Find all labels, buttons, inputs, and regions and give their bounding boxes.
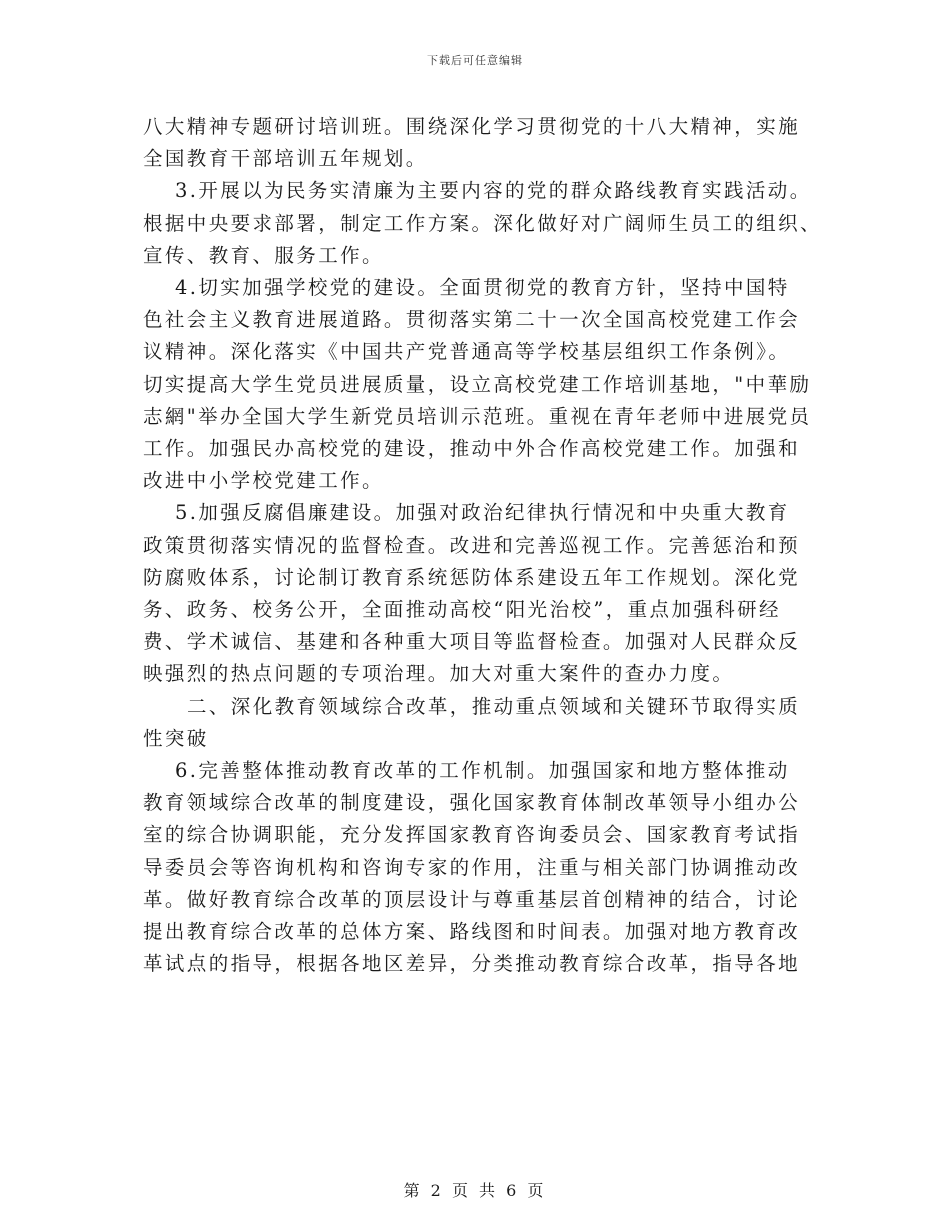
section-heading-line: 二、深化教育领域综合改革，推动重点领域和关键环节取得实质 xyxy=(187,694,801,718)
text-line: 费、学术诚信、基建和各种重大项目等监督检查。加强对人民群众反 xyxy=(143,630,801,654)
section-heading-line: 性突破 xyxy=(143,726,209,750)
text-line: 务、政务、校务公开，全面推动高校“阳光治校”，重点加强科研经 xyxy=(143,598,781,622)
text-line: 映强烈的热点问题的专项治理。加大对重大案件的查办力度。 xyxy=(143,662,735,686)
page-header: 下载后可任意编辑 xyxy=(427,54,523,67)
text-line: 根据中央要求部署，制定工作方案。深化做好对广阔师生员工的组织、 xyxy=(143,211,822,235)
text-line: 色社会主义教育进展道路。贯彻落实第二十一次全国高校党建工作会 xyxy=(143,308,801,332)
text-line: 议精神。深化落实《中国共产党普通高等学校基层组织工作条例》。 xyxy=(143,340,791,364)
text-line: 革试点的指导，根据各地区差异，分类推动教育综合改革，指导各地 xyxy=(143,952,801,976)
text-line: 教育领域综合改革的制度建设，强化国家教育体制改革领导小组办公 xyxy=(143,791,801,815)
text-line: 提出教育综合改革的总体方案、路线图和时间表。加强对地方教育改 xyxy=(143,920,801,944)
paragraph-start-line: 6.完善整体推动教育改革的工作机制。加强国家和地方整体推动 xyxy=(175,759,790,783)
body-text xyxy=(143,111,822,980)
text-line: 切实提高大学生党员进展质量，设立高校党建工作培训基地，"中華励 xyxy=(143,372,812,396)
text-line: 全国教育干部培训五年规划。 xyxy=(143,147,428,171)
text-line: 工作。加强民办高校党的建设，推动中外合作高校党建工作。加强和 xyxy=(143,437,801,461)
text-line: 革。做好教育综合改革的顶层设计与尊重基层首创精神的结合，讨论 xyxy=(143,887,801,911)
paragraph-start-line: 3.开展以为民务实清廉为主要内容的党的群众路线教育实践活动。 xyxy=(175,179,812,203)
text-line: 宣传、教育、服务工作。 xyxy=(143,243,384,267)
text-line: 八大精神专题研讨培训班。围绕深化学习贯彻党的十八大精神，实施 xyxy=(143,115,801,138)
paragraph-start-line: 4.切实加强学校党的建设。全面贯彻党的教育方针，坚持中国特 xyxy=(175,276,790,300)
text-line: 导委员会等咨询机构和咨询专家的作用，注重与相关部门协调推动改 xyxy=(143,855,801,879)
text-line: 防腐败体系，讨论制订教育系统惩防体系建设五年工作规划。深化党 xyxy=(143,565,801,589)
text-line: 志網"举办全国大学生新党员培训示范班。重视在青年老师中进展党员 xyxy=(143,404,812,428)
text-line: 室的综合协调职能，充分发挥国家教育咨询委员会、国家教育考试指 xyxy=(143,823,801,847)
page-footer: 第 2 页 共 6 页 xyxy=(403,1181,547,1200)
text-line: 政策贯彻落实情况的监督检查。改进和完善巡视工作。完善惩治和预 xyxy=(143,533,801,557)
paragraph-start-line: 5.加强反腐倡廉建设。加强对政治纪律执行情况和中央重大教育 xyxy=(175,501,790,525)
text-line: 改进中小学校党建工作。 xyxy=(143,469,384,493)
